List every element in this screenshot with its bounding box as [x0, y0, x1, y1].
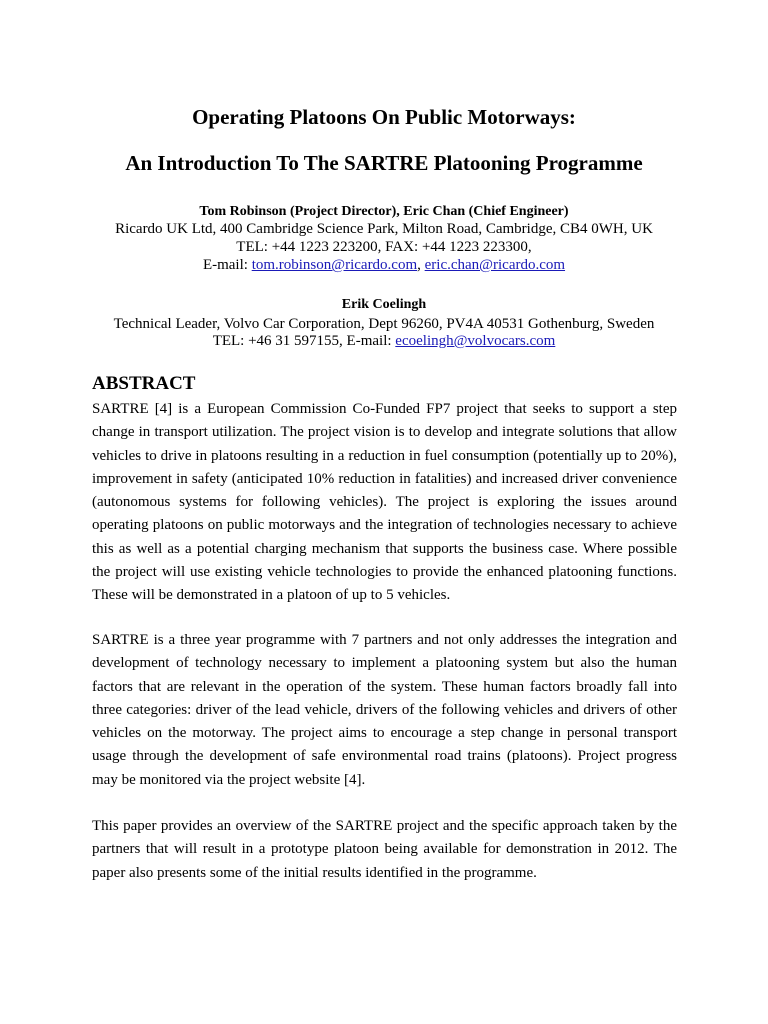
author-email-line-1 [0, 256, 768, 274]
author-contact-tel-fax-1: TEL: +44 1223 223200, FAX: +44 1223 223300, [236, 239, 532, 255]
author-affiliation-2: Technical Leader, Volvo Car Corporation, Dept 96260, PV4A 40531 Gothenburg, Sweden [113, 316, 655, 332]
author-contact-line-2 [0, 332, 768, 350]
abstract-paragraph: SARTRE [4] is a European Commission Co-Funded FP7 project that seeks to support a step change in transport utilization. The project vision is to develop and integrate solutions that allow vehicles to drive in platoons resulting in a reduction in fuel consumption (potentially up to 20%), improvement in safety (anticipated 10% reduction in fatalities) and increased driver convenience (autonomous systems for following vehicles). The project is exploring the issues around operating platoons on public motorways and the integration of technologies necessary to achieve this as well as a potential charging mechanism that supports the business case. Where possible the project will use existing vehicle technologies to provide the enhanced platooning functions. These will be demonstrated in a platoon of up to 5 vehicles. [92, 401, 677, 604]
email-link-tom-robinson[interactable]: tom.robinson@ricardo.com [251, 257, 418, 273]
tel-email-prefix-label: TEL: +46 31 597155, E-mail: [212, 333, 396, 349]
author-names-1: Tom Robinson (Project Director), Eric Chan (Chief Engineer) [199, 204, 569, 219]
author-name-2: Erik Coelingh [341, 297, 427, 312]
abstract-heading: ABSTRACT [92, 373, 196, 394]
email-link-eric-chan[interactable]: eric.chan@ricardo.com [424, 257, 566, 273]
paper-title-line-2: An Introduction To The SARTRE Platooning Programme [125, 151, 643, 175]
abstract-paragraph: This paper provides an overview of the SARTRE project and the specific approach taken by the partners that will result in a prototype platoon being available for demonstration in 2012. The paper also presents some of the initial results identified in the programme. [92, 818, 677, 881]
email-prefix-label: E-mail: [202, 257, 252, 273]
email-separator: , [417, 257, 425, 273]
paper-title-line-1: Operating Platoons On Public Motorways: [192, 105, 576, 129]
abstract-paragraph: SARTRE is a three year programme with 7 partners and not only addresses the integration and development of technology necessary to implement a platooning system but also the human factors that are relevant in the operation of the system. These human factors broadly fall into three categories: driver of the lead vehicle, drivers of the following vehicles and drivers of other vehicles on the motorway. The project aims to encourage a step change in personal transport usage through the development of safe environmental road trains (platoons). Project progress may be monitored via the project website [4]. [92, 632, 677, 788]
author-affiliation-1: Ricardo UK Ltd, 400 Cambridge Science Park, Milton Road, Cambridge, CB4 0WH, UK [115, 221, 653, 237]
email-link-erik-coelingh[interactable]: ecoelingh@volvocars.com [395, 333, 556, 349]
